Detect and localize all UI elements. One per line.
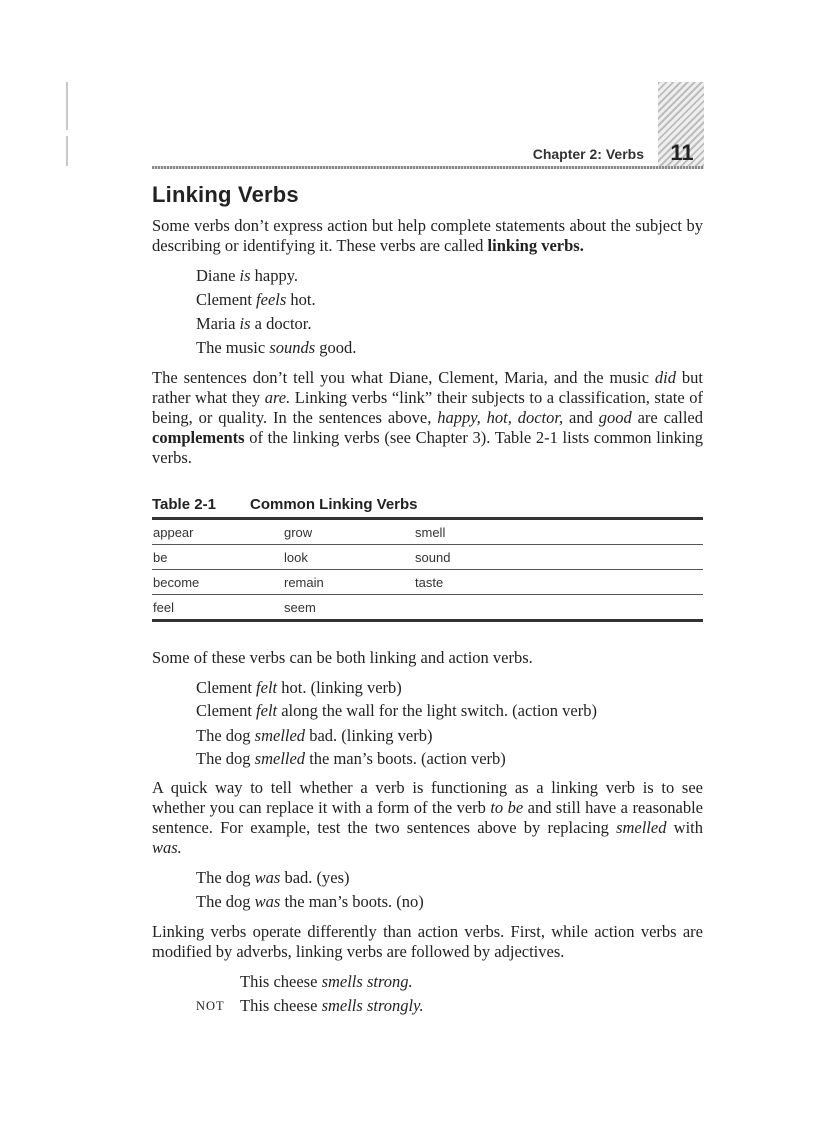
example-sentence: This cheese smells strong. <box>240 972 413 991</box>
dual-use-paragraph: Some of these verbs can be both linking and action verbs. <box>152 648 533 667</box>
page-number: 11 <box>670 140 694 165</box>
explanation-paragraph: The sentences don’t tell you what Diane, Clement, Maria, and the music did but rather what they are. Linking verbs “link” their subjects to a classification, state of being, or quality. In the sentences above, happy, hot, doctor, and good are called complements of the linking verbs (see Chapter 3). Table 2-1 lists common linking verbs. <box>152 368 703 467</box>
example-pair <box>196 676 703 722</box>
running-head: Chapter 2: Verbs <box>532 146 644 162</box>
example-sentence: Clement feels hot. <box>196 290 316 309</box>
example-sentence: Clement felt hot. (linking verb) <box>196 678 402 697</box>
linking-verbs-table <box>152 517 703 622</box>
scan-edge-mark <box>66 82 68 130</box>
example-sentence: The dog was bad. (yes) <box>196 868 350 887</box>
table-row <box>152 595 703 621</box>
table-cell: remain <box>283 570 414 595</box>
example-sentence: The dog was the man’s boots. (no) <box>196 892 424 911</box>
table-cell: sound <box>414 545 703 570</box>
table-number: Table 2-1 <box>152 496 216 513</box>
table-cell: appear <box>153 524 194 540</box>
term-complements: complements <box>152 428 245 447</box>
table-title: Common Linking Verbs <box>250 496 418 513</box>
scan-edge-mark <box>66 136 68 166</box>
adjectives-paragraph: Linking verbs operate differently than action verbs. First, while action verbs are modified by adverbs, linking verbs are followed by adjectives. <box>152 922 703 961</box>
table-cell: be <box>152 545 283 570</box>
table-cell: become <box>152 570 283 595</box>
table-cell: look <box>283 545 414 570</box>
example-list <box>196 866 703 914</box>
example-list <box>152 970 703 1018</box>
table-row <box>152 570 703 595</box>
main-content <box>152 182 703 1026</box>
example-sentence: The dog smelled the man’s boots. (action verb) <box>196 749 506 768</box>
example-sentence: The music sounds good. <box>196 338 357 357</box>
table-cell: taste <box>414 570 703 595</box>
table-cell <box>414 595 703 621</box>
table-cell: grow <box>284 524 313 540</box>
example-sentence: Clement felt along the wall for the light switch. (action verb) <box>196 701 597 720</box>
table-row <box>152 519 703 545</box>
example-pair <box>196 724 703 770</box>
example-list <box>196 264 703 360</box>
section-title: Linking Verbs <box>152 182 299 207</box>
test-paragraph: A quick way to tell whether a verb is functioning as a linking verb is to see whether you can replace it with a form of the verb to be and still have a reasonable sentence. For example, test the two sentences above by replacing smelled with was. <box>152 778 703 857</box>
example-sentence: NOT This cheese smells strongly. <box>152 994 703 1018</box>
header-rule <box>152 166 704 169</box>
table-caption <box>152 496 703 513</box>
intro-paragraph: Some verbs don’t express action but help complete statements about the subject by describing or identifying it. These verbs are called linking verbs. <box>152 216 703 255</box>
example-sentence: Diane is happy. <box>196 266 299 285</box>
table-cell: feel <box>152 595 283 621</box>
table-cell: seem <box>283 595 414 621</box>
not-label: NOT <box>196 999 225 1013</box>
term-linking-verbs: linking verbs. <box>487 236 584 255</box>
table-row <box>152 545 703 570</box>
example-list <box>196 676 703 770</box>
example-sentence: Maria is a doctor. <box>196 314 312 333</box>
table-cell: smell <box>415 524 446 540</box>
example-sentence: The dog smelled bad. (linking verb) <box>196 726 433 745</box>
